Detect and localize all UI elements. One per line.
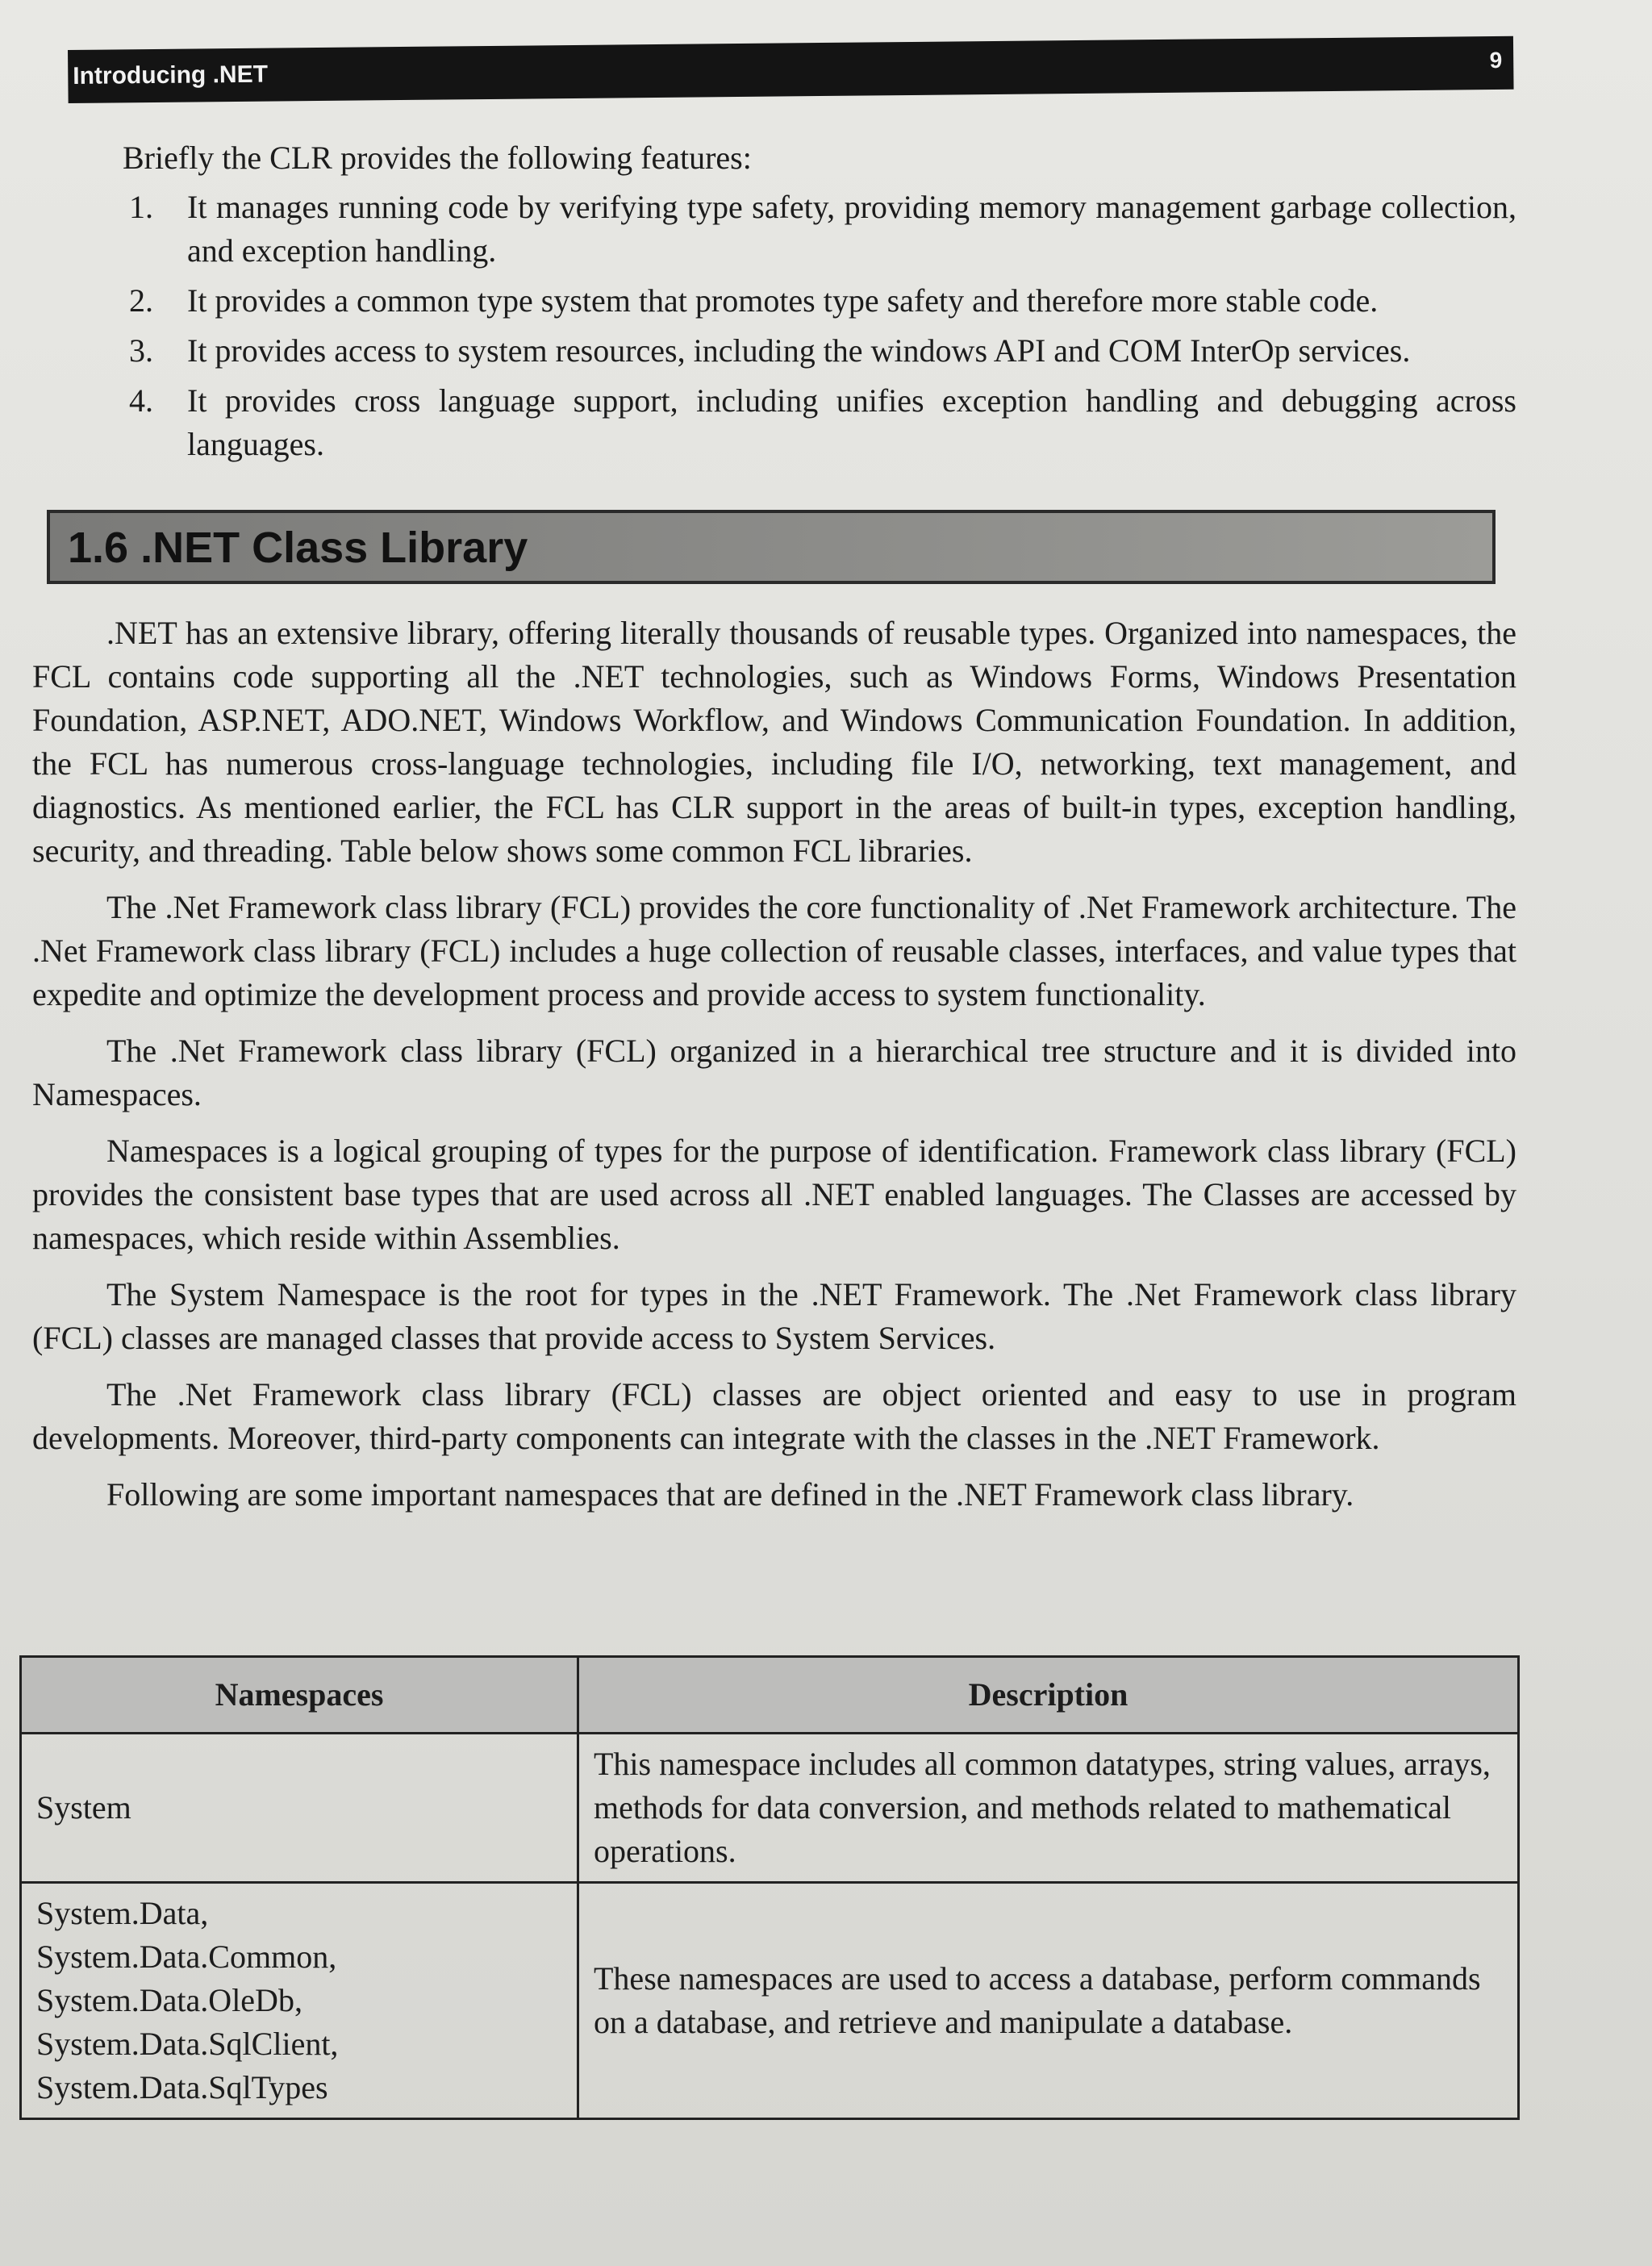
features-list	[113, 186, 1516, 473]
namespace-name: System	[36, 1789, 131, 1826]
section-heading: 1.6 .NET Class Library	[68, 524, 528, 572]
namespace-name: System.Data.SqlTypes	[36, 2069, 328, 2105]
namespace-cell	[21, 1883, 578, 2119]
feature-text: It manages running code by verifying type safety, providing memory management garbage collection, and exception handling.	[187, 189, 1516, 269]
feature-item	[113, 379, 1516, 466]
paragraph: The .Net Framework class library (FCL) organized in a hierarchical tree structure and it is divided into Namespaces.	[32, 1033, 1516, 1112]
paragraph: The System Namespace is the root for types in the .NET Framework. The .Net Framework class library (FCL) classes are managed classes that provide access to System Services.	[32, 1276, 1516, 1356]
namespace-name: System.Data,	[36, 1895, 209, 1931]
feature-text: It provides a common type system that promotes type safety and therefore more stable code.	[187, 282, 1379, 319]
section-heading-bar	[47, 510, 1496, 584]
namespaces-table	[19, 1655, 1520, 2120]
feature-number: 3.	[129, 332, 153, 369]
description-cell: This namespace includes all common datatypes, string values, arrays, methods for data conversion, and methods related to mathematical operations.	[578, 1734, 1519, 1883]
namespace-name: System.Data.Common,	[36, 1938, 337, 1975]
feature-item	[113, 329, 1516, 373]
feature-number: 2.	[129, 282, 153, 319]
paragraph: Following are some important namespaces that are defined in the .NET Framework class library.	[106, 1476, 1354, 1513]
paragraph: Namespaces is a logical grouping of types for the purpose of identification. Framework class library (FCL) provides the consistent base types that are used across all .NET enabled languages. The Classes are accessed by namespaces, which reside within Assemblies.	[32, 1133, 1516, 1256]
namespace-name: System.Data.SqlClient,	[36, 2026, 339, 2062]
feature-number: 1.	[129, 189, 153, 225]
page-number: 9	[1489, 47, 1503, 73]
feature-item	[113, 279, 1516, 323]
paragraph: .NET has an extensive library, offering literally thousands of reusable types. Organized into namespaces, the FCL contains code supporting all the .NET technologies, such as Windows Forms, Windows Presentation Foundation, ASP.NET, ADO.NET, Windows Workflow, and Windows Communication Foundation. In addition, the FCL has numerous cross-language technologies, including file I/O, networking, text management, and diagnostics. As mentioned earlier, the FCL has CLR support in the areas of built-in types, exception handling, security, and threading. Table below shows some common FCL libraries.	[32, 615, 1516, 869]
paragraph: The .Net Framework class library (FCL) classes are object oriented and easy to use in program developments. Moreover, third-party components can integrate with the classes in the .NET Framework.	[32, 1376, 1516, 1456]
column-header-namespaces: Namespaces	[21, 1657, 578, 1734]
table-row	[21, 1883, 1519, 2119]
table-row	[21, 1734, 1519, 1883]
feature-text: It provides cross language support, including unifies exception handling and debugging across languages.	[187, 382, 1516, 462]
namespace-name: System.Data.OleDb,	[36, 1982, 302, 2018]
running-header-bar	[68, 36, 1514, 103]
table-header-row	[21, 1657, 1519, 1734]
column-header-description: Description	[578, 1657, 1519, 1734]
feature-text: It provides access to system resources, including the windows API and COM InterOp services.	[187, 332, 1411, 369]
feature-item	[113, 186, 1516, 273]
feature-number: 4.	[129, 382, 153, 419]
running-title: Introducing .NET	[73, 61, 269, 90]
paragraph: The .Net Framework class library (FCL) provides the core functionality of .Net Framework architecture. The .Net Framework class library (FCL) includes a huge collection of reusable classes, interfaces, and value types that expedite and optimize the development process and provide access to system functionality.	[32, 889, 1516, 1012]
description-cell: These namespaces are used to access a database, perform commands on a database, and retrieve and manipulate a database.	[578, 1883, 1519, 2119]
namespace-cell	[21, 1734, 578, 1883]
features-intro: Briefly the CLR provides the following features:	[123, 140, 752, 176]
body-text	[32, 611, 1516, 1529]
